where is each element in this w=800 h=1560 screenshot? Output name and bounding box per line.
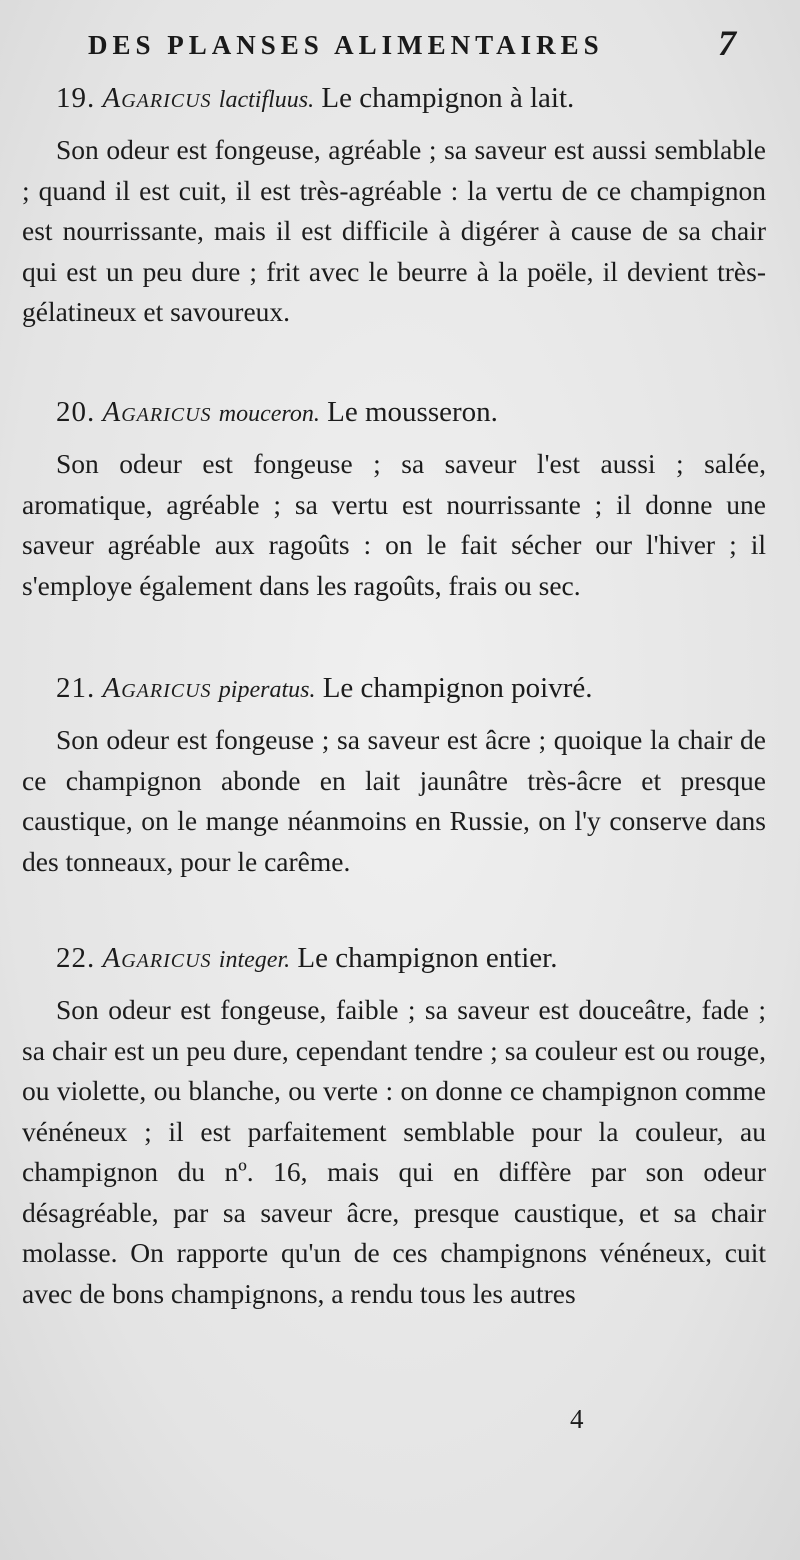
entry-21 bbox=[22, 668, 766, 882]
species-name: lactifluus. bbox=[218, 87, 315, 113]
common-name: Le champignon poivré. bbox=[322, 672, 593, 704]
species-name: piperatus. bbox=[218, 677, 316, 703]
entry-20 bbox=[22, 392, 766, 606]
entry-paragraph: Son odeur est fongeuse, agréable ; sa saveur est aussi semblable ; quand il est cuit, il est très-agréable : la vertu de ce champignon est nourrissante, mais il est difficile à digérer à cause de sa chair qui est un peu dure ; frit avec le beurre à la poële, il devient très-gélatineux et savoureux. bbox=[22, 134, 766, 327]
genus-name: Agaricus bbox=[102, 82, 212, 114]
entry-heading bbox=[22, 392, 766, 434]
entry-heading bbox=[22, 938, 766, 980]
entry-22 bbox=[22, 938, 766, 1314]
common-name: Le champignon entier. bbox=[297, 942, 558, 974]
running-head: DES PLANSES ALIMENTAIRES bbox=[88, 30, 604, 60]
entry-19 bbox=[22, 78, 766, 333]
page-number: 7 bbox=[718, 23, 736, 63]
species-name: integer. bbox=[218, 947, 291, 973]
species-name: mouceron. bbox=[218, 401, 320, 427]
common-name: Le mousseron. bbox=[327, 396, 498, 428]
entry-heading bbox=[22, 668, 766, 710]
entry-number: 19. bbox=[56, 82, 96, 114]
entry-paragraph: Son odeur est fongeuse ; sa saveur l'est aussi ; salée, aromatique, agréable ; sa vertu est nourrissante ; il donne une saveur agréable aux ragoûts : on le fait sécher our l'hiver ; il s'employe également dans les ragoûts, frais ou sec. bbox=[22, 448, 766, 601]
genus-name: Agaricus bbox=[102, 396, 212, 428]
common-name: Le champignon à lait. bbox=[321, 82, 575, 114]
genus-name: Agaricus bbox=[102, 942, 212, 974]
signature-mark: 4 bbox=[570, 1404, 584, 1434]
entry-paragraph: Son odeur est fongeuse ; sa saveur est âcre ; quoique la chair de ce champignon abonde en lait jaunâtre très-âcre et presque caustique, on le mange néanmoins en Russie, on l'y conserve dans des tonneaux, pour le carême. bbox=[22, 724, 766, 877]
entry-number: 21. bbox=[56, 672, 96, 704]
entry-paragraph: Son odeur est fongeuse, faible ; sa saveur est douceâtre, fade ; sa chair est un peu dure, cependant tendre ; sa couleur est ou rouge, ou violette, ou blanche, ou verte : on donne ce champignon comme vénéneux ; il est parfaitement semblable pour la couleur, au champignon du nº. 16, mais qui en diffère par son odeur désagréable, par sa saveur âcre, presque caustique, et sa chair molasse. On rapporte qu'un de ces champignons vénéneux, cuit avec de bons champignons, a rendu tous les autres bbox=[22, 994, 766, 1309]
entry-heading bbox=[22, 78, 766, 120]
entry-number: 22. bbox=[56, 942, 96, 974]
entry-number: 20. bbox=[56, 396, 96, 428]
genus-name: Agaricus bbox=[102, 672, 212, 704]
